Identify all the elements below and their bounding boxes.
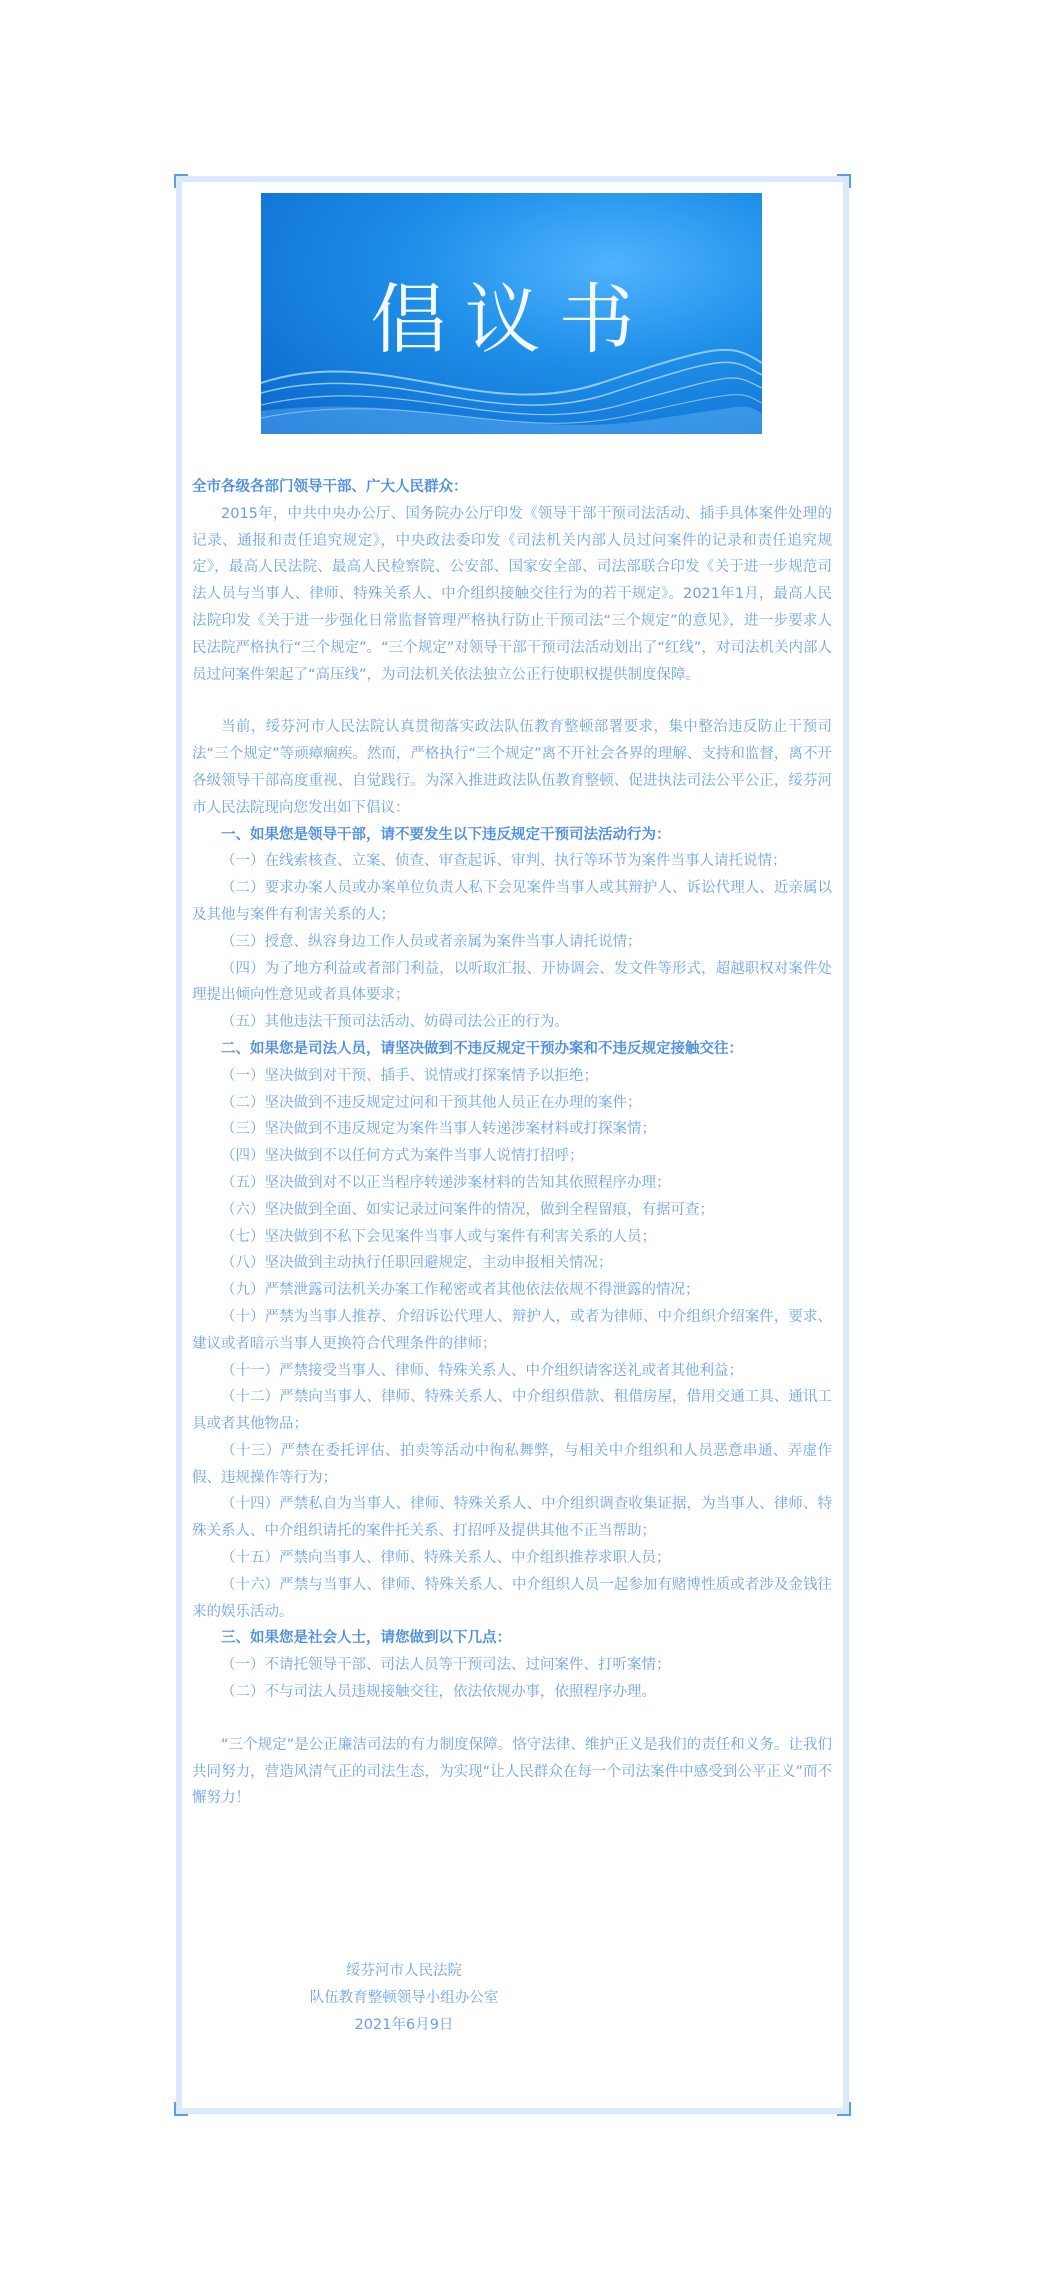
list-item: （八）坚决做到主动执行任职回避规定，主动申报相关情况； (221, 1255, 613, 1272)
signature-court: 绥芬河市人民法院 (346, 1963, 462, 1979)
list-item: （二）坚决做到不违反规定过问和干预其他人员正在办理的案件； (221, 1094, 642, 1111)
document-body (192, 474, 832, 1812)
list-item: （五）其他违法干预司法活动、妨碍司法公正的行为。 (221, 1014, 569, 1031)
frame-corner-top-right (837, 174, 851, 188)
list-item: （十二）严禁向当事人、律师、特殊关系人、中介组织借款、租借房屋，借用交通工具、通讯工具或者其他物品； (192, 1389, 832, 1433)
frame-corner-top-left (174, 174, 188, 188)
list-item: （七）坚决做到不私下会见案件当事人或与案件有利害关系的人员； (221, 1228, 656, 1245)
list-item: （四）为了地方利益或者部门利益，以听取汇报、开协调会、发文件等形式，超越职权对案件处理提出倾向性意见或者具体要求； (192, 960, 832, 1004)
list-item: （十五）严禁向当事人、律师、特殊关系人、中介组织推荐求职人员； (221, 1550, 671, 1567)
list-item: （二）要求办案人员或办案单位负责人私下会见案件当事人或其辩护人、诉讼代理人、近亲属以及其他与案件有利害关系的人； (192, 880, 832, 923)
salutation: 全市各级各部门领导干部、广大人民群众： (192, 479, 468, 495)
list-item: （三）坚决做到不违反规定为案件当事人转递涉案材料或打探案情； (221, 1121, 656, 1138)
list-item: （十四）严禁私自为当事人、律师、特殊关系人、中介组织调查收集证据，为当事人、律师、特殊关系人、中介组织请托的案件托关系、打招呼及提供其他不正当帮助； (192, 1496, 832, 1540)
header-banner (261, 193, 762, 434)
list-item: （九）严禁泄露司法机关办案工作秘密或者其他依法依规不得泄露的情况； (221, 1282, 700, 1299)
paragraph-initiative: 当前，绥芬河市人民法院认真贯彻落实政法队伍教育整顿部署要求，集中整治违反防止干预司法“三个规定”等顽瘴痼疾。然而，严格执行“三个规定”离不开社会各界的理解、支持和监督，离不开各级领导干部高度重视、自觉践行。为深入推进政法队伍教育整顿、促进执法司法公平公正，绥芬河市人民法院现向您发出如下倡议： (192, 719, 832, 816)
list-item: （三）授意、纵容身边工作人员或者亲属为案件当事人请托说情； (221, 933, 642, 950)
list-item: （一）不请托领导干部、司法人员等干预司法、过问案件、打听案情； (221, 1657, 671, 1674)
frame-corner-bottom-right (837, 2102, 851, 2116)
list-item: （一）坚决做到对干预、插手、说情或打探案情予以拒绝； (221, 1067, 598, 1084)
list-item: （二）不与司法人员违规接触交往，依法依规办事，依照程序办理。 (221, 1684, 656, 1701)
paragraph-background: 2015年，中共中央办公厅、国务院办公厅印发《领导干部干预司法活动、插手具体案件处理的记录、通报和责任追究规定》，中央政法委印发《司法机关内部人员过问案件的记录和责任追究规定》，最高人民法院、最高人民检察院、公安部、国家安全部、司法部联合印发《关于进一步规范司法人员与当事人、律师、特殊关系人、中介组织接触交往行为的若干规定》。2021年1月，最高人民法院印发《关于进一步强化日常监督管理严格执行防止干预司法“三个规定”的意见》，进一步要求人民法院严格执行“三个规定”。“三个规定”对领导干部干预司法活动划出了“红线”，对司法机关内部人员过问案件架起了“高压线”，为司法机关依法独立公正行使职权提供制度保障。 (192, 505, 832, 683)
signature-office: 队伍教育整顿领导小组办公室 (309, 1990, 499, 2006)
list-item: （十）严禁为当事人推荐、介绍诉讼代理人、辩护人，或者为律师、中介组织介绍案件，要求、建议或者暗示当事人更换符合代理条件的律师； (192, 1308, 832, 1352)
list-item: （五）坚决做到对不以正当程序转递涉案材料的告知其依照程序办理； (221, 1174, 671, 1191)
section-heading-public: 三、如果您是社会人士，请您做到以下几点： (221, 1630, 511, 1647)
section-heading-judicial: 二、如果您是司法人员，请坚决做到不违反规定干预办案和不违反规定接触交往： (221, 1040, 743, 1057)
frame-corner-bottom-left (174, 2102, 188, 2116)
list-item: （十六）严禁与当事人、律师、特殊关系人、中介组织人员一起参加有赌博性质或者涉及金钱往来的娱乐活动。 (192, 1576, 832, 1620)
list-item: （十一）严禁接受当事人、律师、特殊关系人、中介组织请客送礼或者其他利益； (221, 1362, 743, 1379)
section-heading-leaders: 一、如果您是领导干部，请不要发生以下违反规定干预司法活动行为： (221, 826, 671, 843)
list-item: （六）坚决做到全面、如实记录过问案件的情况，做到全程留痕，有据可查； (221, 1201, 714, 1218)
signature-block (254, 1958, 554, 2039)
list-item: （四）坚决做到不以任何方式为案件当事人说情打招呼； (221, 1148, 584, 1165)
list-item: （一）在线索核查、立案、侦查、审查起诉、审判、执行等环节为案件当事人请托说情； (221, 853, 787, 870)
signature-date: 2021年6月9日 (354, 2017, 454, 2033)
paragraph-closing: “三个规定”是公正廉洁司法的有力制度保障。恪守法律、维护正义是我们的责任和义务。让我们共同努力，营造风清气正的司法生态，为实现“让人民群众在每一个司法案件中感受到公平正义”而不懈努力！ (192, 1736, 832, 1807)
list-item: （十三）严禁在委托评估、拍卖等活动中徇私舞弊，与相关中介组织和人员恶意串通、弄虚作假、违规操作等行为； (192, 1442, 832, 1486)
banner-title: 倡议书 (370, 275, 653, 364)
